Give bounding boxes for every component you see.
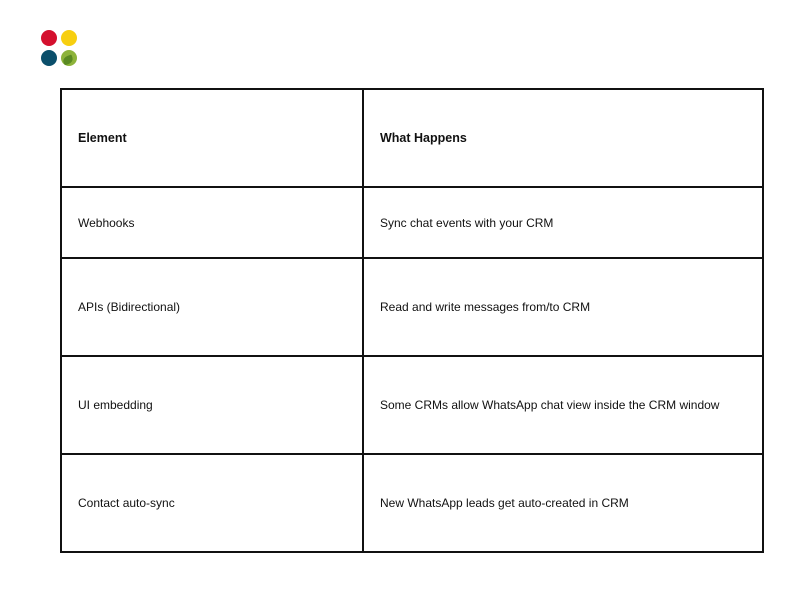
brand-logo-icon — [40, 30, 80, 68]
cell-what-happens: Sync chat events with your CRM — [363, 187, 763, 258]
cell-element: Webhooks — [61, 187, 363, 258]
cell-what-happens: Read and write messages from/to CRM — [363, 258, 763, 356]
table-row — [61, 258, 763, 356]
cell-what-happens: Some CRMs allow WhatsApp chat view inside the CRM window — [363, 356, 763, 454]
cell-element: APIs (Bidirectional) — [61, 258, 363, 356]
logo-yellow-dot-icon — [61, 30, 77, 46]
cell-element: UI embedding — [61, 356, 363, 454]
table-header-row — [61, 89, 763, 187]
cell-what-happens: New WhatsApp leads get auto-created in CRM — [363, 454, 763, 552]
header-what-happens: What Happens — [363, 89, 763, 187]
integration-table — [60, 88, 764, 553]
logo-green-dot-icon — [61, 50, 77, 66]
table-row — [61, 187, 763, 258]
cell-element: Contact auto-sync — [61, 454, 363, 552]
header-element: Element — [61, 89, 363, 187]
table-row — [61, 454, 763, 552]
logo-red-dot-icon — [41, 30, 57, 46]
logo-leaf-icon — [62, 55, 74, 66]
table-row — [61, 356, 763, 454]
logo-blue-dot-icon — [41, 50, 57, 66]
